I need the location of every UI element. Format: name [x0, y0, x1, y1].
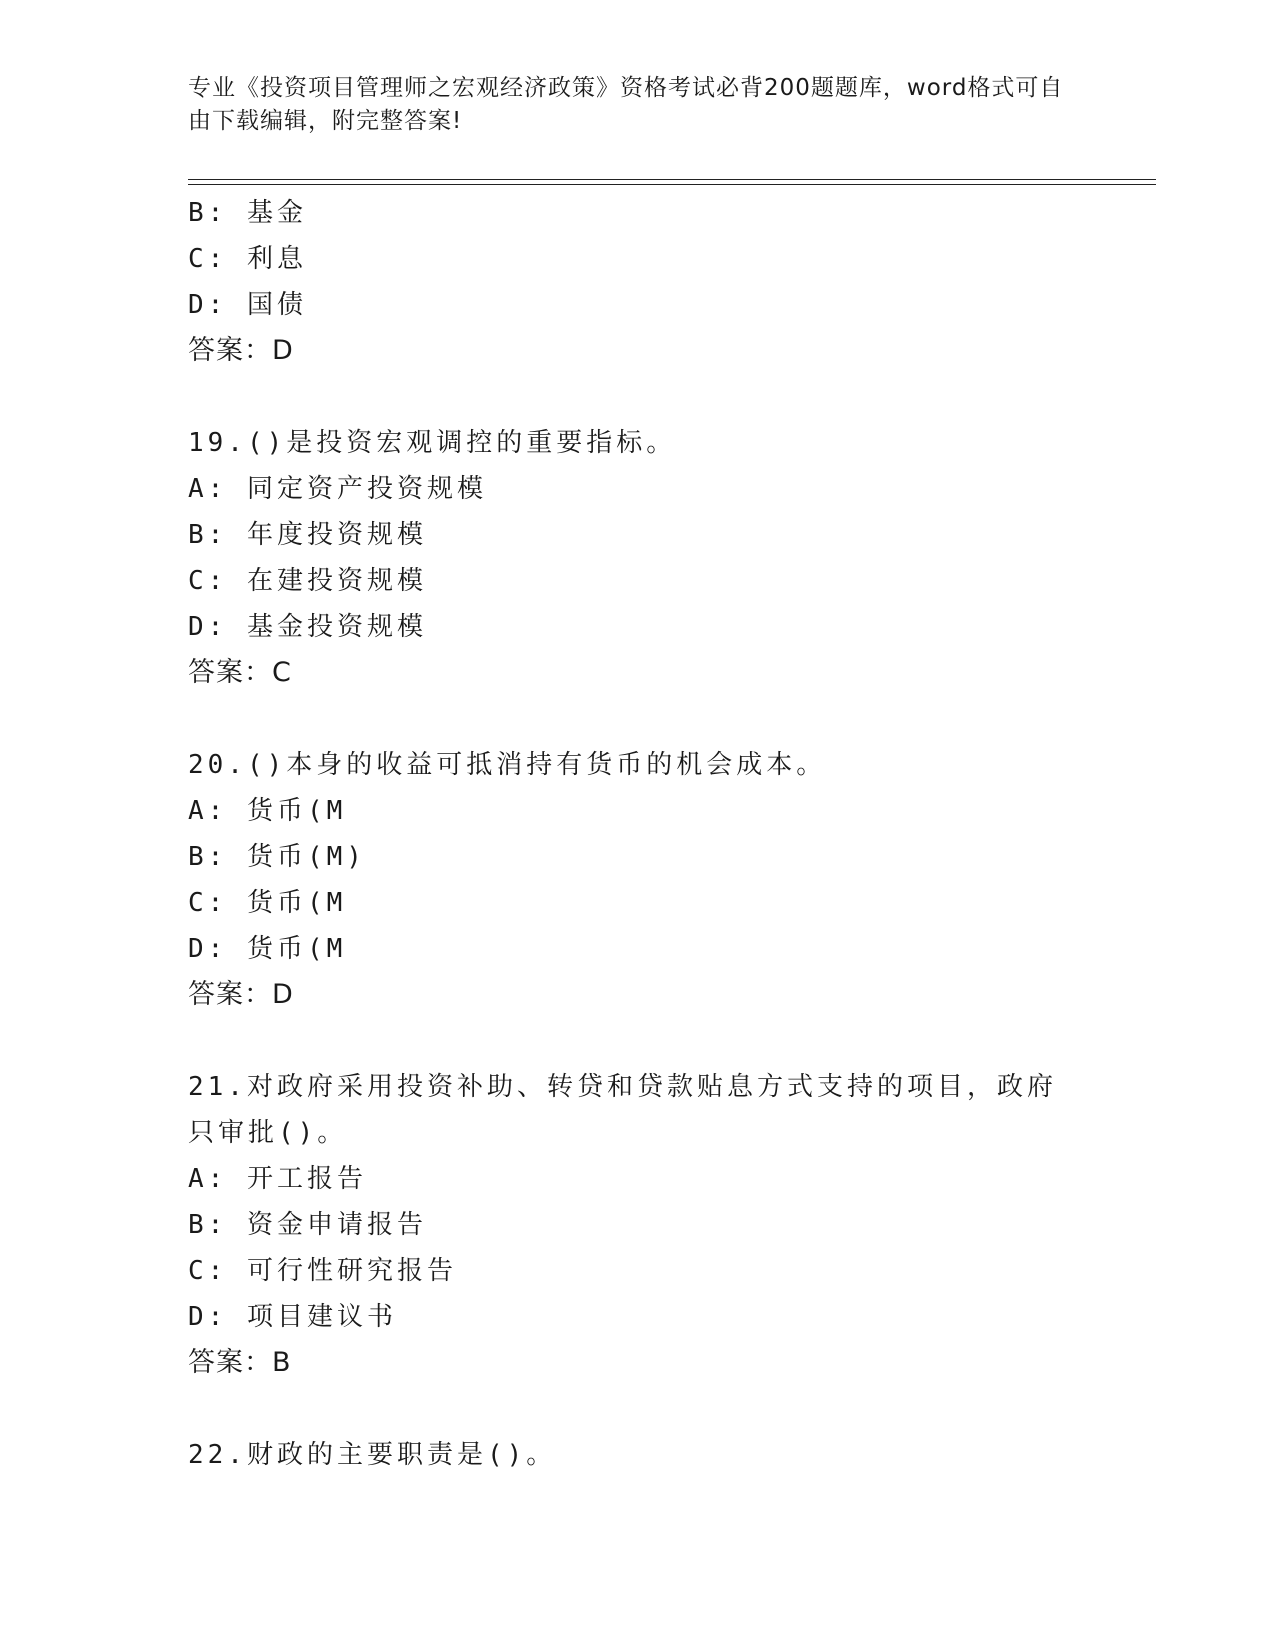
option-line: C: 可行性研究报告 [188, 1256, 457, 1286]
question-stem: 21.对政府采用投资补助、转贷和贷款贴息方式支持的项目，政府只审批()。 [188, 1072, 1057, 1148]
document-header: 专业《投资项目管理师之宏观经济政策》资格考试必背200题题库，word格式可自由下载编辑，附完整答案! [188, 75, 1064, 134]
answer-line: 答案：B [188, 1347, 292, 1378]
question-stem: 19.()是投资宏观调控的重要指标。 [188, 428, 677, 458]
answer-line: 答案：C [188, 657, 292, 688]
option-line: B: 资金申请报告 [188, 1210, 427, 1240]
header-divider-top [188, 179, 1156, 180]
question-stem: 20.()本身的收益可抵消持有货币的机会成本。 [188, 750, 827, 780]
option-line: C: 在建投资规模 [188, 566, 427, 596]
option-line: B: 基金 [188, 198, 307, 228]
answer-line: 答案：D [188, 335, 294, 366]
question-stem: 22.财政的主要职责是()。 [188, 1440, 557, 1470]
option-line: A: 开工报告 [188, 1164, 367, 1194]
option-line: C: 利息 [188, 244, 307, 274]
option-line: B: 年度投资规模 [188, 520, 427, 550]
question-content [188, 190, 1088, 1478]
answer-line: 答案：D [188, 979, 294, 1010]
option-line: C: 货币(M [188, 888, 347, 918]
option-line: B: 货币(M) [188, 842, 366, 872]
option-line: D: 项目建议书 [188, 1302, 397, 1332]
option-line: D: 国债 [188, 290, 307, 320]
option-line: A: 同定资产投资规模 [188, 474, 487, 504]
header-divider-bottom [188, 184, 1156, 185]
option-line: D: 基金投资规模 [188, 612, 427, 642]
option-line: A: 货币(M [188, 796, 347, 826]
option-line: D: 货币(M [188, 934, 347, 964]
